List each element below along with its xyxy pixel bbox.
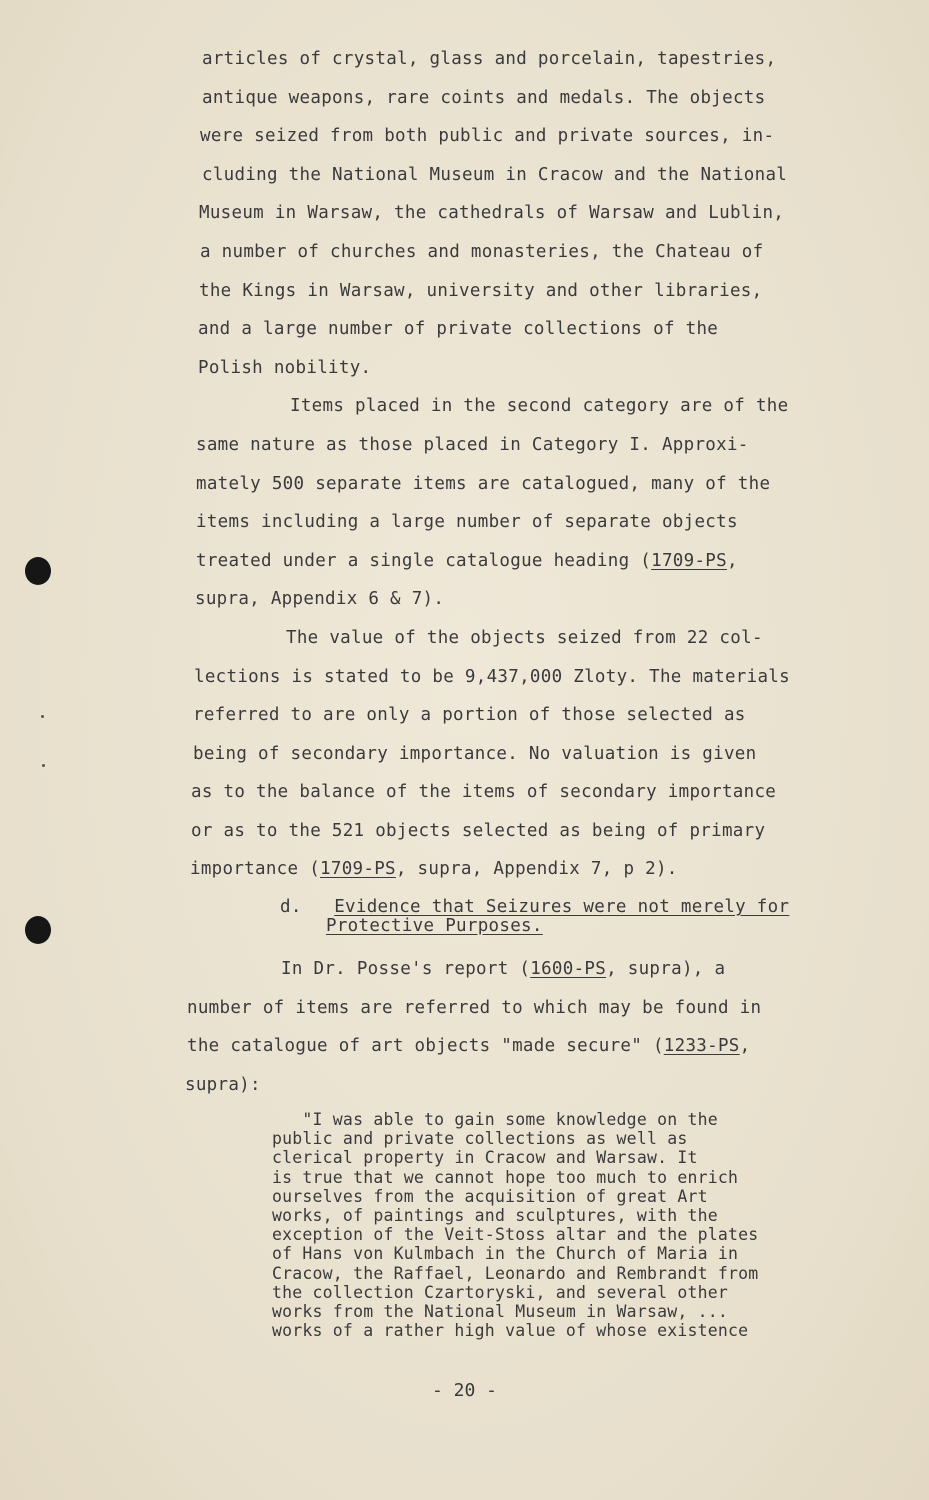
text-line: were seized from both public and private sources, in- — [200, 126, 775, 147]
text-line: articles of crystal, glass and porcelain, tapestries, — [202, 49, 777, 69]
quote-line: works of a rather high value of whose existence — [272, 1321, 749, 1341]
paragraph-4 — [183, 950, 853, 1104]
document-reference: 1709-PS — [320, 859, 396, 880]
text-line: The value of the objects seized from 22 col- — [286, 627, 763, 648]
text-line — [188, 542, 858, 581]
text-line: supra): — [185, 1074, 261, 1095]
text-line: supra, Appendix 6 & 7). — [195, 589, 445, 610]
quote-line: clerical property in Cracow and Warsaw. It — [272, 1148, 698, 1168]
quote-line: of Hans von Kulmbach in the Church of Maria in — [272, 1244, 739, 1264]
text-line: mately 500 separate items are catalogued, many of the — [196, 473, 771, 494]
text-line: lections is stated to be 9,437,000 Zloty. The materials — [194, 666, 790, 687]
heading-line — [280, 898, 820, 917]
quote-line: "I was able to gain some knowledge on the — [272, 1110, 718, 1129]
text-line: Polish nobility. — [198, 357, 372, 378]
quote-line: Cracow, the Raffael, Leonardo and Rembrandt from — [272, 1263, 759, 1283]
document-reference: 1600-PS — [530, 959, 607, 979]
text-line: items including a large number of separate objects — [196, 512, 738, 533]
text-line: Museum in Warsaw, the cathedrals of Warsaw and Lublin, — [199, 203, 785, 224]
text-segment: the catalogue of art objects "made secure" ( — [187, 1036, 664, 1057]
quote-line: the collection Czartoryski, and several other — [272, 1282, 729, 1302]
quote-line: is true that we cannot hope too much to enrich — [272, 1167, 739, 1187]
text-line — [188, 850, 858, 889]
punch-hole — [25, 557, 51, 585]
quote-line: public and private collections as well as — [272, 1129, 688, 1149]
text-line: as to the balance of the items of secondary importance — [191, 782, 777, 803]
block-quote — [272, 1110, 832, 1340]
text-line: referred to are only a portion of those selected as — [193, 705, 746, 726]
document-reference: 1233-PS — [663, 1036, 740, 1057]
text-line: antique weapons, rare coints and medals. The objects — [202, 87, 766, 108]
quote-line: ourselves from the acquisition of great Art — [272, 1186, 708, 1206]
heading-label: d. — [280, 897, 302, 917]
text-segment: , — [739, 1036, 751, 1057]
heading-line — [280, 917, 820, 936]
margin-speck — [41, 715, 44, 718]
section-heading — [280, 898, 820, 936]
quote-line: works, of paintings and sculptures, with the — [272, 1205, 718, 1225]
text-line: same nature as those placed in Category I. Approxi- — [196, 434, 749, 455]
text-line: cluding the National Museum in Cracow and the National — [202, 164, 788, 185]
text-line: and a large number of private collections of the — [198, 319, 719, 340]
text-segment: , supra, Appendix 7, p 2). — [395, 859, 678, 880]
paragraph-2 — [188, 387, 858, 619]
quote-line: works from the National Museum in Warsaw, ... — [272, 1301, 729, 1321]
margin-speck — [42, 764, 45, 767]
heading-text: Protective Purposes. — [326, 916, 543, 936]
text-line: being of secondary importance. No valuation is given — [193, 743, 757, 764]
page-number: - 20 - — [431, 1380, 498, 1401]
text-line: or as to the 521 objects selected as being of primary — [191, 820, 766, 841]
heading-text: Evidence that Seizures were not merely for — [334, 897, 790, 917]
text-segment: In Dr. Posse's report ( — [281, 959, 531, 979]
text-line: the Kings in Warsaw, university and other libraries, — [199, 280, 763, 301]
text-line: a number of churches and monasteries, the Chateau of — [200, 241, 764, 262]
main-text — [188, 40, 858, 889]
text-line: number of items are referred to which may be found in — [187, 997, 762, 1018]
paragraph-1 — [188, 40, 858, 387]
punch-hole — [25, 916, 51, 944]
document-reference: 1709-PS — [651, 550, 727, 571]
text-line — [183, 950, 853, 989]
text-line — [183, 1027, 853, 1066]
quote-line: exception of the Veit-Stoss altar and the plates — [272, 1225, 759, 1245]
text-segment: , — [726, 550, 738, 571]
text-segment: treated under a single catalogue heading ( — [196, 550, 652, 571]
text-segment: importance ( — [190, 859, 321, 880]
text-segment: , supra), a — [606, 959, 726, 979]
text-line: Items placed in the second category are of the — [290, 396, 789, 417]
paragraph-3 — [188, 619, 858, 889]
